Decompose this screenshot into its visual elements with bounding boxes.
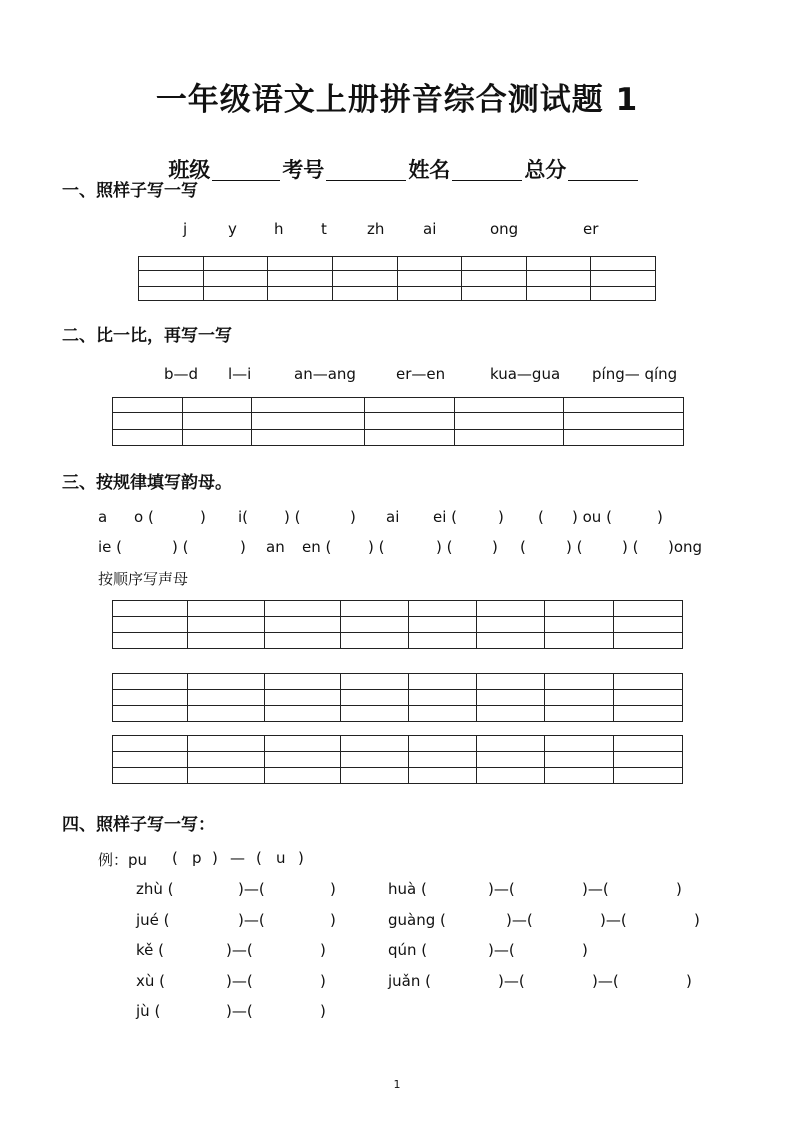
s3-row1-item: i( xyxy=(238,508,249,526)
score-blank[interactable] xyxy=(568,160,638,181)
s4-item: )—( xyxy=(582,880,609,898)
s4-item: jué ( xyxy=(136,911,170,929)
s4-item: ) xyxy=(330,911,336,929)
s4-example: 例：pu xyxy=(98,851,148,869)
number-label: 考号 xyxy=(282,158,325,182)
s4-item: ) xyxy=(686,972,692,990)
s4-item: ) xyxy=(320,941,326,959)
s2-pair: píng— qíng xyxy=(592,365,678,383)
s3-row1-item: ) xyxy=(350,508,356,526)
s3-row2-item: ) ( xyxy=(368,538,385,556)
s4-item: ) xyxy=(320,972,326,990)
s4-item: ) xyxy=(676,880,682,898)
s1-letter: t xyxy=(321,220,327,238)
s3-row2-item: ) ( xyxy=(622,538,639,556)
s3-writing-grid-1[interactable] xyxy=(112,600,683,649)
s4-item: )—( xyxy=(506,911,533,929)
s3-row2-item: en ( xyxy=(302,538,332,556)
s1-letter: ong xyxy=(490,220,519,238)
s3-row1-item: ) ou ( xyxy=(572,508,612,526)
s4-item: juǎn ( xyxy=(388,972,431,990)
s3-subheading: 按顺序写声母 xyxy=(98,570,189,588)
s2-pair: kua—gua xyxy=(490,365,561,383)
s4-example: ( xyxy=(256,849,262,867)
s4-example: ( xyxy=(172,849,178,867)
s4-item: guàng ( xyxy=(388,911,446,929)
s3-row2-item: ) xyxy=(492,538,498,556)
s3-row1-item: ai xyxy=(386,508,400,526)
s4-item: kě ( xyxy=(136,941,165,959)
s4-item: )—( xyxy=(498,972,525,990)
class-label: 班级 xyxy=(168,158,211,182)
s4-example: — xyxy=(230,849,245,867)
section-3-heading: 三、按规律填写韵母。 xyxy=(62,473,232,493)
s3-row2-item: ) ( xyxy=(436,538,453,556)
s4-item: )—( xyxy=(600,911,627,929)
s3-row1-item: a xyxy=(98,508,108,526)
s3-row2-item: )ong xyxy=(668,538,703,556)
s3-row2-item: an xyxy=(266,538,285,556)
s1-letter: zh xyxy=(367,220,385,238)
s4-item: ) xyxy=(694,911,700,929)
s4-item: )—( xyxy=(238,880,265,898)
s4-item: )—( xyxy=(226,941,253,959)
s4-item: )—( xyxy=(488,941,515,959)
class-blank[interactable] xyxy=(212,160,280,181)
s2-pair: er—en xyxy=(396,365,446,383)
s1-letter: y xyxy=(228,220,237,238)
s2-pair: l—i xyxy=(228,365,252,383)
s4-item: ) xyxy=(320,1002,326,1020)
s4-item: huà ( xyxy=(388,880,427,898)
s3-row1-item: o ( xyxy=(134,508,154,526)
s1-letter: ai xyxy=(423,220,437,238)
name-label: 姓名 xyxy=(408,158,451,182)
section-2-heading: 二、比一比，再写一写 xyxy=(62,326,232,346)
s2-pair: b—d xyxy=(164,365,199,383)
s3-row1-item: ( xyxy=(538,508,544,526)
s4-item: jù ( xyxy=(136,1002,161,1020)
s2-pair: an—ang xyxy=(294,365,356,383)
s2-writing-grid[interactable] xyxy=(112,397,684,446)
s3-row2-item: ) ( xyxy=(566,538,583,556)
s1-letter: er xyxy=(583,220,599,238)
s4-item: )—( xyxy=(226,972,253,990)
s3-writing-grid-2[interactable] xyxy=(112,673,683,722)
s4-item: )—( xyxy=(592,972,619,990)
s3-row1-item: ) xyxy=(657,508,663,526)
section-4-heading: 四、照样子写一写： xyxy=(62,815,215,835)
s4-example: p xyxy=(192,849,202,867)
page-number: 1 xyxy=(393,1078,401,1091)
s4-item: ) xyxy=(582,941,588,959)
s4-example: ) xyxy=(298,849,304,867)
s3-writing-grid-3[interactable] xyxy=(112,735,683,784)
s3-row1-item: ) xyxy=(200,508,206,526)
s3-row2-item: ( xyxy=(520,538,526,556)
s4-item: ) xyxy=(330,880,336,898)
s1-letter: j xyxy=(183,220,188,238)
s4-example: ) xyxy=(212,849,218,867)
s4-item: )—( xyxy=(238,911,265,929)
s4-item: xù ( xyxy=(136,972,166,990)
s3-row2-item: ) xyxy=(240,538,246,556)
s1-letter: h xyxy=(274,220,284,238)
section-1-heading: 一、照样子写一写 xyxy=(62,181,198,201)
s4-item: zhù ( xyxy=(136,880,174,898)
s3-row2-item: ) ( xyxy=(172,538,189,556)
s3-row2-item: ie ( xyxy=(98,538,123,556)
s4-item: qún ( xyxy=(388,941,428,959)
s3-row1-item: ) xyxy=(498,508,504,526)
score-label: 总分 xyxy=(524,158,567,182)
page-title: 一年级语文上册拼音综合测试题 1 xyxy=(155,82,639,118)
s3-row1-item: ei ( xyxy=(433,508,458,526)
number-blank[interactable] xyxy=(326,160,406,181)
s4-item: )—( xyxy=(226,1002,253,1020)
s4-item: )—( xyxy=(488,880,515,898)
s1-writing-grid[interactable] xyxy=(138,256,656,301)
s4-example: u xyxy=(276,849,286,867)
name-blank[interactable] xyxy=(452,160,522,181)
s3-row1-item: ) ( xyxy=(284,508,301,526)
